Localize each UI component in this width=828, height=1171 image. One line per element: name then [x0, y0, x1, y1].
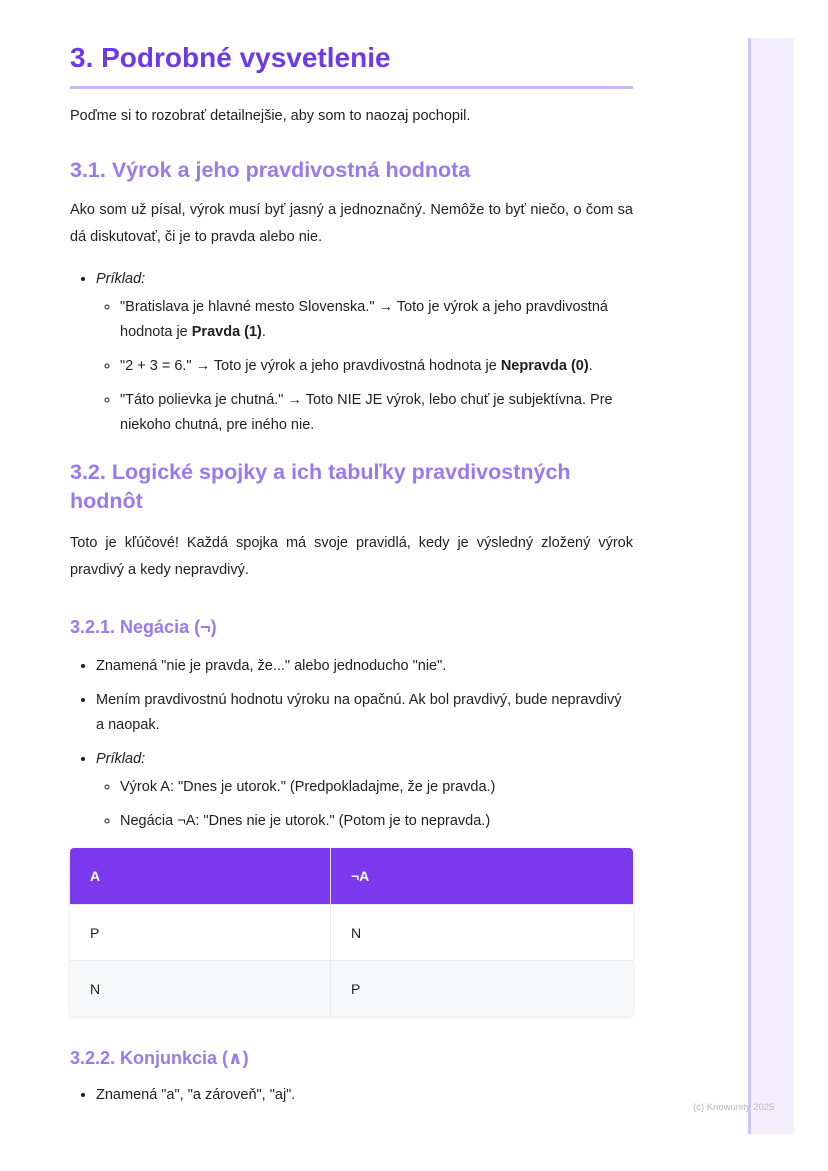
section-3-1-list — [70, 267, 633, 438]
list-item: • Znamená "nie je pravda, že..." alebo jednoducho "nie". — [96, 654, 633, 679]
section-3-2-heading: 3.2. Logické spojky a ich tabuľky pravdivostných hodnôt — [70, 460, 571, 513]
list-item: • Príklad: ◦ "Bratislava je hlavné mesto Slovenska." → Toto je výrok a jeho pravdivostná hodnota je Pravda (1). ◦ "2 + 3 = 6." → Toto je výrok a jeho pravdivostná hodnota je Nepravda (0). ◦ "Táto polievka je chutná." → Toto NIE JE výrok, lebo chuť je subjektívna. Pre niekoho chutná, pre iného nie. — [96, 267, 633, 438]
section-3-2-2-heading: 3.2.2. Konjunkcia (∧) — [70, 1048, 249, 1068]
list-item: ◦ "Táto polievka je chutná." → Toto NIE JE výrok, lebo chuť je subjektívna. Pre niekoho chutná, pre iného nie. — [120, 388, 633, 438]
list-item: ◦ Negácia ¬A: "Dnes nie je utorok." (Potom je to nepravda.) — [120, 809, 633, 834]
page-title: 3. Podrobné vysvetlenie — [70, 38, 633, 89]
table-header: ¬A — [330, 848, 633, 905]
intro-paragraph: Poďme si to rozobrať detailnejšie, aby som to naozaj pochopil. — [70, 108, 471, 124]
list-item: • Znamená "a", "a zároveň", "aj". — [96, 1083, 633, 1108]
section-3-1-paragraph: Ako som už písal, výrok musí byť jasný a jednoznačný. Nemôže to byť niečo, o čom sa dá diskutovať, či je to pravda alebo nie. — [70, 202, 633, 245]
table-row — [70, 905, 633, 961]
table-cell: P — [330, 961, 633, 1017]
section-3-2-2-list — [70, 1083, 633, 1108]
table-cell: P — [70, 905, 330, 961]
table-cell: N — [70, 961, 330, 1017]
section-3-2-paragraph: Toto je kľúčové! Každá spojka má svoje pravidlá, kedy je výsledný zložený výrok pravdivý a kedy nepravdivý. — [70, 535, 633, 578]
footer-copyright: (c) Knowunity 2025 — [693, 1102, 775, 1113]
section-3-1-heading: 3.1. Výrok a jeho pravdivostná hodnota — [70, 158, 471, 182]
document-content — [70, 38, 633, 1117]
list-item: • Príklad: ◦ Výrok A: "Dnes je utorok." (Predpokladajme, že je pravda.) ◦ Negácia ¬A: "Dnes nie je utorok." (Potom je to nepravda.) — [96, 747, 633, 834]
table-row — [70, 961, 633, 1017]
section-3-2-1-heading: 3.2.1. Negácia (¬) — [70, 617, 217, 637]
list-item: ◦ "2 + 3 = 6." → Toto je výrok a jeho pravdivostná hodnota je Nepravda (0). — [120, 354, 633, 379]
list-item: • Mením pravdivostnú hodnotu výroku na opačnú. Ak bol pravdivý, bude nepravdivý a naopak. — [96, 688, 633, 738]
table-header: A — [70, 848, 330, 905]
negation-truth-table — [70, 848, 633, 1016]
side-panel — [748, 38, 794, 1134]
list-item: ◦ "Bratislava je hlavné mesto Slovenska." → Toto je výrok a jeho pravdivostná hodnota je Pravda (1). — [120, 295, 633, 345]
table-cell: N — [330, 905, 633, 961]
section-3-2-1-list — [70, 654, 633, 834]
list-item: ◦ Výrok A: "Dnes je utorok." (Predpokladajme, že je pravda.) — [120, 775, 633, 800]
